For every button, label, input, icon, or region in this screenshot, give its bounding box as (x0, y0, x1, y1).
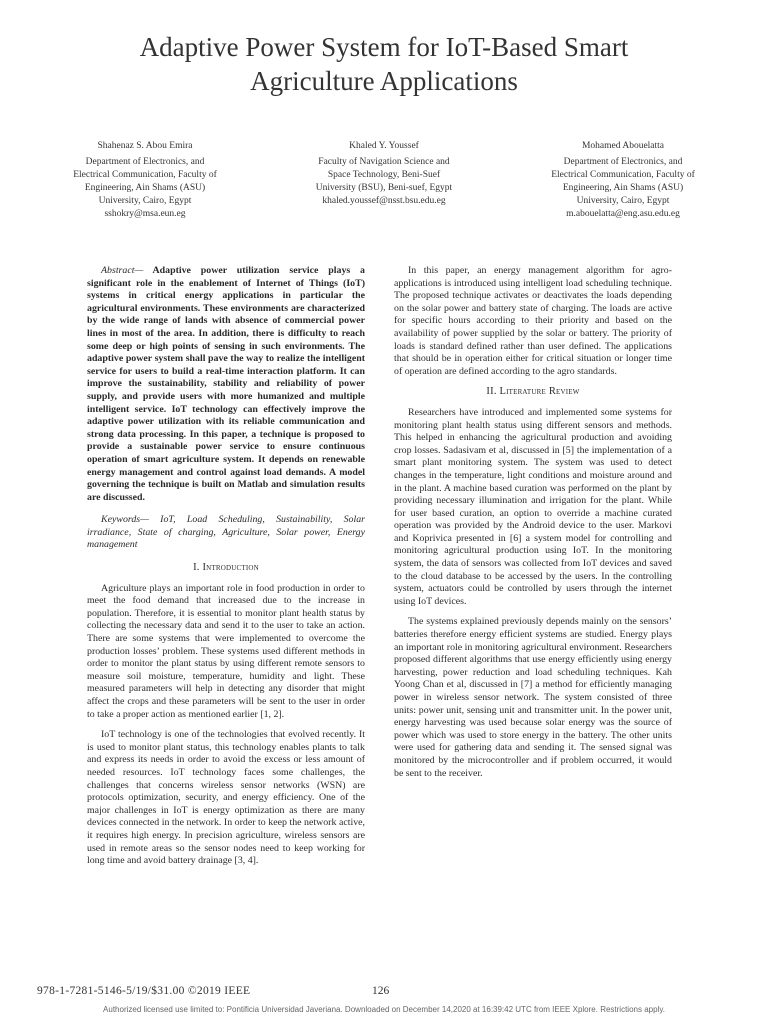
author-email: m.abouelatta@eng.asu.edu.eg (566, 209, 680, 219)
author-3 (518, 140, 728, 221)
author-affiliation: Faculty of Navigation Science and (318, 157, 450, 167)
author-affiliation: Electrical Communication, Faculty of (73, 170, 217, 180)
intro-paragraph-3: In this paper, an energy management algorithm for agro-applications is introduced using intelligent load scheduling technique. The proposed technique activates or deactivates the loads depending on the solar power and battery state of charging. The loads are active for specific hours according to their priority and based on the availability of power supplied by the solar or battery. The priority of loads is standard defined rather than user defined. The applications that should be in operation either for critical situation or longer time of operation are defined according to the agro standards. (394, 265, 672, 377)
author-affiliation: Engineering, Ain Shams (ASU) (562, 183, 684, 193)
paper-title (60, 30, 708, 98)
author-email: khaled.youssef@nsst.bsu.edu.eg (322, 196, 446, 206)
left-column (87, 265, 365, 876)
title-line-1: Adaptive Power System for IoT-Based Smart (139, 32, 629, 62)
author-affiliation: University, Cairo, Egypt (98, 196, 192, 206)
author-affiliation: University, Cairo, Egypt (576, 196, 670, 206)
right-column (394, 265, 672, 788)
abstract-label: Abstract— (101, 265, 144, 276)
abstract-text: Adaptive power utilization service plays a significant role in the enablement of Internet of Things (IoT) systems in critical energy applications in particular the agricultural environments. These environments are characterized by the wide range of lands with absence of commercial power lines in most of the area. In addition, there is difficulty to reach some deep or high points of sensing in such environments. The adaptive power system shall pave the way to realize the intelligent service for users to build a real-time interaction platform. It can improve the sustainability, stability and reliability of power supply, and provide users with more humanized and multiple intelligent service. IoT technology can effectively improve the adaptive power utilization with its reliable communication and strong data processing. In this paper, a technique is proposed to provide a sustainable power service to ensure continuous operation of smart agriculture system. It depends on renewable energy management and control against load demands. A model governing the technique is built on Matlab and simulation results are discussed. (87, 265, 365, 503)
author-affiliation: Engineering, Ain Shams (ASU) (84, 183, 206, 193)
intro-paragraph-1: Agriculture plays an important role in food production in order to meet the food demand that increased due to the increase in population. Therefore, it is essential to monitor plant health status by collecting the necessary data and send it to the user to take an action. There are some systems that were implemented to overcome the production losses’ problem. These systems used different methods in order to monitor the plant status by using different remote sensors to measure soil moisture, temperature, humidity and light. These measured parameters will help in detecting any disorder that might affect the crops and these parameters will be sent to the user in order to take a proper action as mentioned earlier [1, 2]. (87, 582, 365, 720)
section-number: II. (486, 386, 497, 398)
literature-paragraph-1: Researchers have introduced and implemented some systems for monitoring plant health status using different sensors and methods. This helped in enhancing the agricultural production and avoiding crop losses. Sadasivam et al, discussed in [5] the implementation of a smart plant monitoring system. The system was used to detect changes in the temperature, light conditions and moisture around and in the plant. A machine based curation was performed on the plant by providing necessary illumination and irrigation for the plant. While for user based curation, an option to override a machine curated operation was provided by the Android device to the user. Markovi and Koprivica presented in [6] a system model for controlling and monitoring agricultural production using IoT. In the monitoring system, the data of sensors was collected from IoT devices and saved to the cloud database to be accessed by the users. In the controlling system, actuators could be controlled by users through the internet using IoT devices. (394, 406, 672, 607)
abstract (87, 265, 365, 504)
author-affiliation: Electrical Communication, Faculty of (551, 170, 695, 180)
author-affiliation: Department of Electronics, and (563, 157, 683, 167)
footer-isbn: 978-1-7281-5146-5/19/$31.00 ©2019 IEEE (37, 985, 251, 997)
author-name: Mohamed Abouelatta (581, 141, 665, 151)
section-heading-literature-review (394, 386, 672, 399)
section-heading-introduction (87, 562, 365, 575)
author-2 (279, 140, 489, 208)
author-name: Shahenaz S. Abou Emira (97, 141, 193, 151)
keywords: Keywords— IoT, Load Scheduling, Sustainability, Solar irradiance, State of charging, Agriculture, Solar power, Energy management (87, 514, 365, 551)
literature-paragraph-2: The systems explained previously depends mainly on the sensors’ batteries therefore energy efficient systems are studied. Energy plays an important role in monitoring agricultural environment. Researchers proposed different algorithms that use energy efficiently using energy harvesting, power reduction and load scheduling techniques. Kah Yoong Chan et al, discussed in [7] a method for efficiently managing power in wireless sensor network. The system consisted of three units: power unit, sensing unit and transmitter unit. In the power unit, energy harvesting was used because solar energy was the source of power which was used to store energy in the battery. The other units were used for gathering data and sending it. The sensed signal was monitored by the microcontroller and if problem occurred, it would be sent to the receiver. (394, 616, 672, 779)
title-line-2: Agriculture Applications (250, 66, 518, 96)
section-number: I. (193, 562, 200, 574)
license-notice: Authorized licensed use limited to: Pontificia Universidad Javeriana. Downloaded on December 14,2020 at 16:39:42 UTC from IEEE Xplore. Restrictions apply. (103, 1005, 665, 1014)
author-email: sshokry@msa.eun.eg (104, 209, 186, 219)
author-affiliation: Space Technology, Beni-Suef (327, 170, 441, 180)
author-affiliation: Department of Electronics, and (85, 157, 205, 167)
section-title: Introduction (202, 562, 259, 574)
author-1 (40, 140, 250, 221)
author-affiliation: University (BSU), Beni-suef, Egypt (315, 183, 453, 193)
author-block (40, 140, 728, 250)
author-name: Khaled Y. Youssef (349, 141, 419, 151)
footer-page-number: 126 (372, 985, 390, 997)
section-title: Literature Review (499, 386, 580, 398)
intro-paragraph-2: IoT technology is one of the technologies that evolved recently. It is used to monitor plant status, this technology enables plants to talk and express its needs in order to avoid the excess or less amount of needed resources. IoT technology faces some challenges, the challenges that concerns wireless sensor networks (WSN) are protocols optimization, security, and energy efficiency. One of the major challenges in IoT is energy optimization as there are many devices connected in the network. In order to keep the network active, it requires high energy. In precision agriculture, wireless sensors are used in remote areas so the sensor nodes need to keep working for long time and avoid battery drainage [3, 4]. (87, 729, 365, 867)
